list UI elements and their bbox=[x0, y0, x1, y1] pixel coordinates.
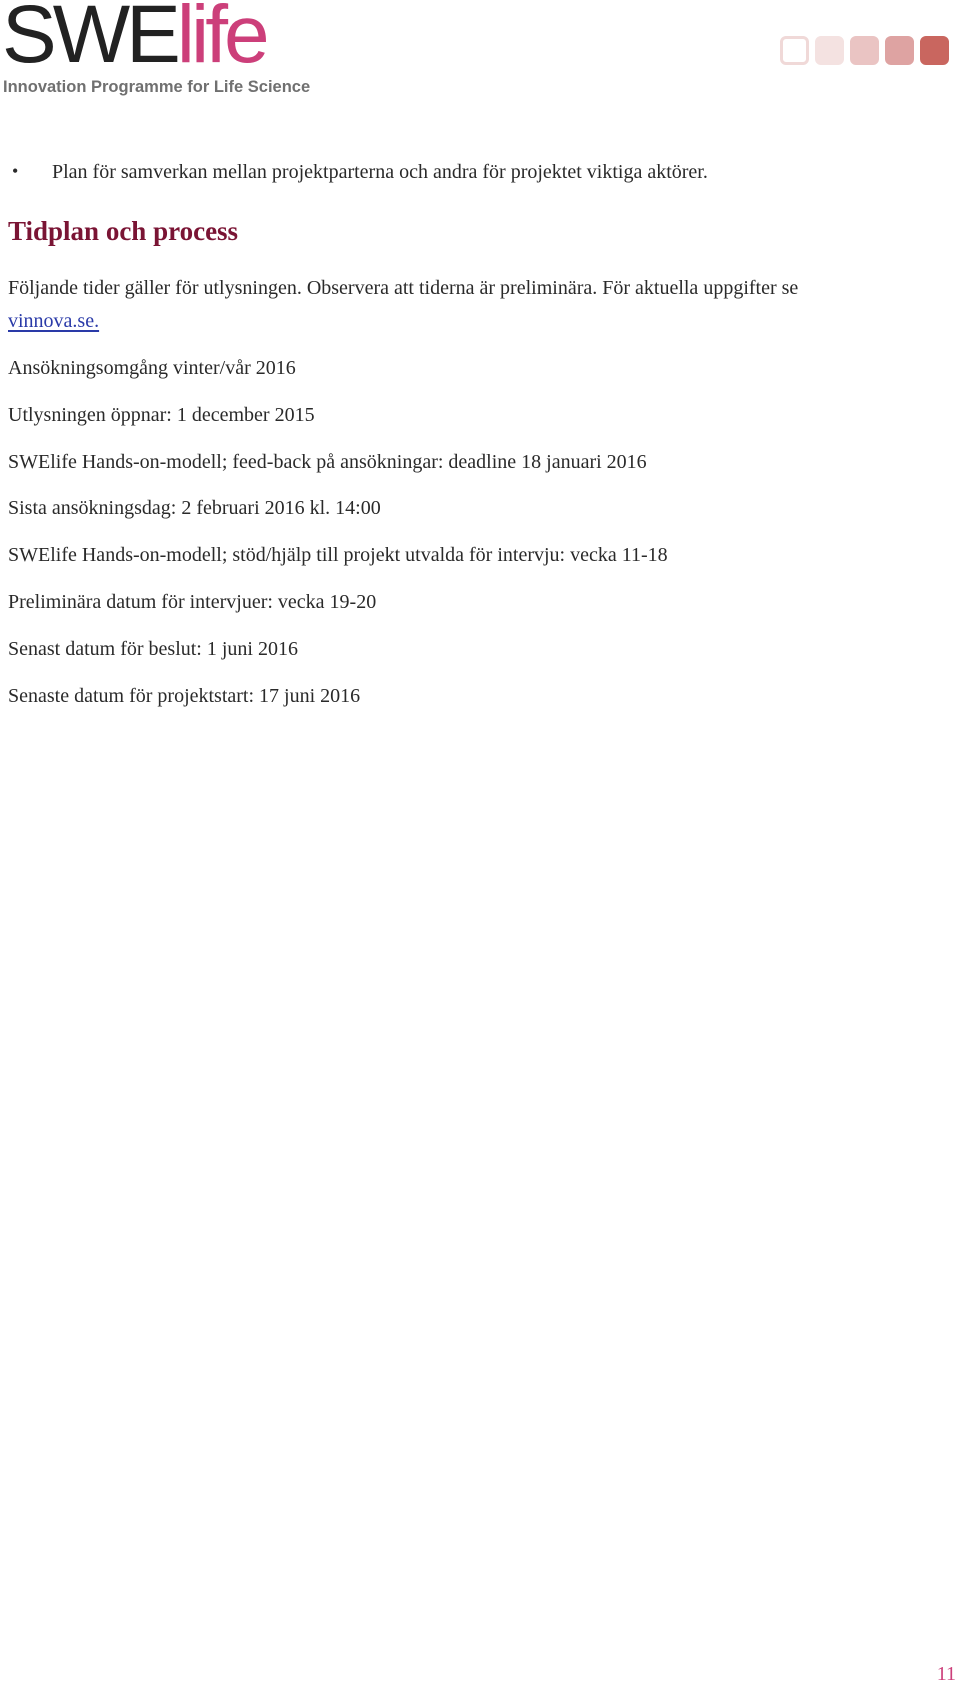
intro-text: Följande tider gäller för utlysningen. Observera att tiderna är preliminära. För aktuella uppgifter se bbox=[8, 277, 799, 299]
schedule-line-1: Ansökningsomgång vinter/vår 2016 bbox=[8, 357, 296, 379]
decorative-square-2 bbox=[815, 36, 844, 65]
decorative-squares bbox=[780, 36, 960, 68]
logo-life-text: life bbox=[176, 0, 266, 80]
swelife-logo bbox=[2, 2, 322, 98]
bullet-text: Plan för samverkan mellan projektparterna och andra för projektet viktiga aktörer. bbox=[52, 161, 708, 183]
decorative-square-4 bbox=[885, 36, 914, 65]
decorative-square-1 bbox=[780, 36, 809, 65]
schedule-line-3: SWElife Hands-on-modell; feed-back på ansökningar: deadline 18 januari 2016 bbox=[8, 451, 647, 473]
decorative-square-3 bbox=[850, 36, 879, 65]
schedule-line-6: Preliminära datum för intervjuer: vecka 19-20 bbox=[8, 591, 377, 613]
page-number: 11 bbox=[936, 1663, 956, 1685]
logo-tagline: Innovation Programme for Life Science bbox=[3, 78, 311, 96]
schedule-line-2: Utlysningen öppnar: 1 december 2015 bbox=[8, 404, 315, 426]
schedule-line-5: SWElife Hands-on-modell; stöd/hjälp till projekt utvalda för intervju: vecka 11-18 bbox=[8, 544, 668, 566]
section-heading: Tidplan och process bbox=[8, 216, 239, 246]
schedule-line-8: Senaste datum för projektstart: 17 juni 2016 bbox=[8, 685, 361, 707]
bullet-icon: • bbox=[12, 161, 19, 181]
intro-link-line bbox=[8, 309, 99, 333]
decorative-square-5 bbox=[920, 36, 949, 65]
logo-swe-text: SWE bbox=[2, 0, 177, 80]
logo-wordmark bbox=[2, 0, 266, 80]
vinnova-link[interactable]: vinnova.se. bbox=[8, 310, 100, 332]
schedule-line-7: Senast datum för beslut: 1 juni 2016 bbox=[8, 638, 298, 660]
schedule-line-4: Sista ansökningsdag: 2 februari 2016 kl. 14:00 bbox=[8, 497, 381, 519]
